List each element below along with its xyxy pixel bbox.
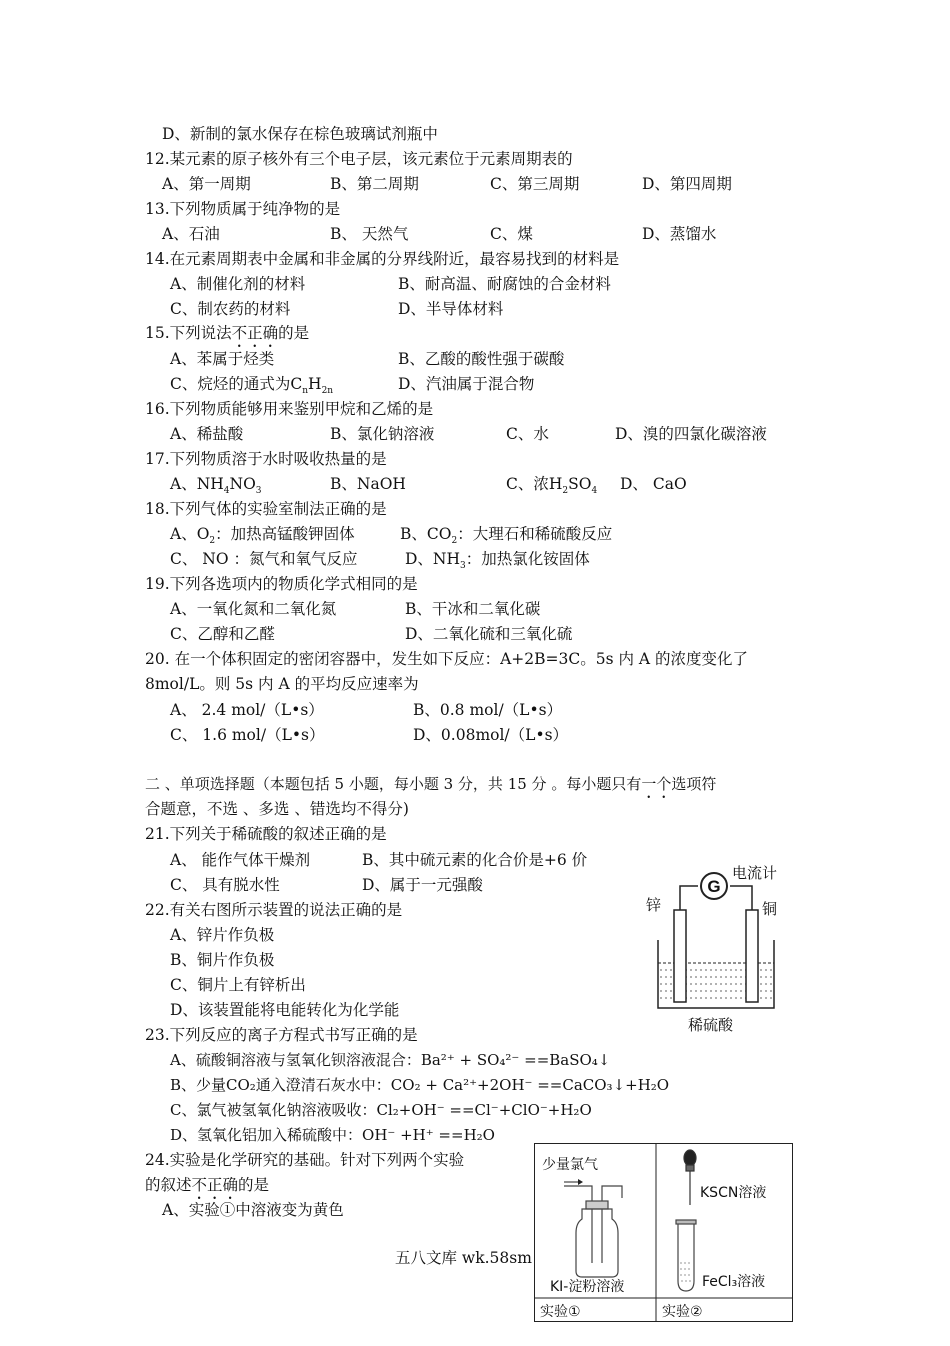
q22-stem: 22.有关右图所示装置的说法正确的是 [145, 901, 403, 919]
q15-emphasis: 不正确 [231, 324, 279, 342]
galvanometer-symbol: G [707, 877, 721, 896]
q21-option-b: B、其中硫元素的化合价是+6 价 [362, 851, 588, 869]
fecl3-label: FeCl₃溶液 [702, 1274, 766, 1290]
q14-option-b: B、耐高温、耐腐蚀的合金材料 [398, 275, 611, 293]
q13-option-d: D、蒸馏水 [642, 225, 717, 243]
q12-option-c: C、第三周期 [490, 175, 580, 193]
q20-option-a: A、 2.4 mol/（L•s） [170, 701, 324, 719]
q23-stem: 23.下列反应的离子方程式书写正确的是 [145, 1026, 418, 1044]
q23-option-a: A、硫酸铜溶液与氢氧化钡溶液混合：Ba²⁺ + SO₄²⁻ ==BaSO₄↓ [170, 1051, 611, 1069]
q18-option-b: B、$CO_2$：大理石和稀硫酸反应 [400, 525, 613, 547]
zinc-electrode [674, 910, 686, 1002]
q15-option-a: A、苯属于烃类 [170, 350, 275, 368]
q20-line2: 8mol/L。则 5s 内 A 的平均反应速率为 [145, 675, 419, 693]
section2-emphasis: 一个 [641, 775, 672, 793]
q18-option-d: D、$NH_3$：加热氯化铵固体 [405, 550, 590, 572]
q20-option-d: D、0.08mol/（L•s） [413, 726, 569, 744]
q22-option-b: B、铜片作负极 [170, 951, 275, 969]
q19-option-a: A、一氧化氮和二氧化氮 [170, 600, 337, 618]
q12-option-b: B、第二周期 [330, 175, 419, 193]
q13-stem: 13.下列物质属于纯净物的是 [145, 200, 341, 218]
q18-option-a: A、$O_2$：加热高锰酸钾固体 [170, 525, 355, 547]
q14-stem: 14.在元素周期表中金属和非金属的分界线附近，最容易找到的材料是 [145, 250, 620, 268]
q16-option-a: A、稀盐酸 [170, 425, 244, 443]
q19-option-b: B、干冰和二氧化碳 [405, 600, 541, 618]
q21-stem: 21.下列关于稀硫酸的叙述正确的是 [145, 825, 387, 843]
q23-option-d: D、氢氧化铝加入稀硫酸中：OH⁻ +H⁺ ==H₂O [170, 1126, 495, 1144]
copper-electrode [746, 910, 758, 1002]
q12-option-a: A、第一周期 [162, 175, 251, 193]
q24-option-a: A、实验①中溶液变为黄色 [162, 1201, 344, 1219]
ki-starch-label: KI-淀粉溶液 [550, 1279, 625, 1295]
q15-option-c: C、烷烃的通式为$C_nH_{2n}$ [170, 375, 334, 397]
meter-label: 电流计 [732, 864, 778, 882]
q18-option-c: C、 NO ：氮气和氧气反应 [170, 550, 358, 568]
chlorine-label: 少量氯气 [542, 1157, 598, 1173]
q17-option-d: D、 CaO [620, 475, 687, 493]
q21-option-d: D、属于一元强酸 [362, 876, 483, 894]
q18-stem: 18.下列气体的实验室制法正确的是 [145, 500, 387, 518]
q24-line1: 24.实验是化学研究的基础。针对下列两个实验 [145, 1151, 465, 1169]
q19-option-d: D、二氧化硫和三氧化硫 [405, 625, 573, 643]
copper-label: 铜 [762, 900, 778, 918]
q13-option-b: B、 天然气 [330, 225, 409, 243]
q22-option-a: A、锌片作负极 [170, 926, 275, 944]
section2-line1: 二 、单项选择题（本题包括 5 小题，每小题 3 分，共 15 分 。每小题只有一个选项符 [145, 775, 717, 793]
q21-option-a: A、 能作气体干燥剂 [170, 851, 311, 869]
q17-option-b: B、NaOH [330, 475, 406, 493]
q19-option-c: C、乙醇和乙醛 [170, 625, 275, 643]
q16-stem: 16.下列物质能够用来鉴别甲烷和乙烯的是 [145, 400, 434, 418]
q15-option-d: D、汽油属于混合物 [398, 375, 535, 393]
q17-stem: 17.下列物质溶于水时吸收热量的是 [145, 450, 387, 468]
experiments-figure [534, 1143, 794, 1323]
q17-option-a: A、$NH_4NO_3$ [170, 475, 262, 497]
experiment-2-label: 实验② [662, 1304, 703, 1320]
q14-option-d: D、半导体材料 [398, 300, 504, 318]
q17-option-c: C、浓$H_2SO_4$ [506, 475, 598, 497]
q12-stem: 12.某元素的原子核外有三个电子层，该元素位于元素周期表的 [145, 150, 573, 168]
q15-stem: 15.下列说法不正确的是 [145, 324, 310, 342]
q14-option-a: A、制催化剂的材料 [170, 275, 306, 293]
zinc-label: 锌 [646, 896, 662, 914]
wire-right [730, 886, 752, 910]
footer-watermark: 五八文库 wk.58sm [395, 1249, 532, 1267]
q14-option-c: C、制农药的材料 [170, 300, 291, 318]
acid-label: 稀硫酸 [688, 1016, 734, 1034]
wire-left [680, 886, 698, 910]
q20-option-b: B、0.8 mol/（L•s） [413, 701, 563, 719]
q13-option-a: A、石油 [162, 225, 220, 243]
q11-option-d: D、新制的氯水保存在棕色玻璃试剂瓶中 [162, 125, 438, 143]
q20-line1: 20. 在一个体积固定的密闭容器中，发生如下反应：A+2B=3C。5s 内 A 的浓度变化了 [145, 650, 749, 668]
q20-option-c: C、 1.6 mol/（L•s） [170, 726, 325, 744]
galvanic-cell-figure [640, 858, 800, 1038]
q16-option-d: D、溴的四氯化碳溶液 [615, 425, 767, 443]
q13-option-c: C、煤 [490, 225, 533, 243]
q24-emphasis: 不正确 [191, 1176, 239, 1194]
experiment-1-label: 实验① [540, 1304, 581, 1320]
section2-line2: 合题意，不选 、多选 、错选均不得分) [145, 800, 409, 818]
kscn-label: KSCN溶液 [700, 1185, 767, 1201]
q22-option-d: D、该装置能将电能转化为化学能 [170, 1001, 400, 1019]
q22-option-c: C、铜片上有锌析出 [170, 976, 306, 994]
q15-option-b: B、乙酸的酸性强于碳酸 [398, 350, 565, 368]
q24-line2: 的叙述不正确的是 [145, 1176, 270, 1194]
q21-option-c: C、 具有脱水性 [170, 876, 280, 894]
q19-stem: 19.下列各选项内的物质化学式相同的是 [145, 575, 418, 593]
q23-option-c: C、氯气被氢氧化钠溶液吸收：Cl₂+OH⁻ ==Cl⁻+ClO⁻+H₂O [170, 1101, 592, 1119]
q16-option-c: C、水 [506, 425, 549, 443]
q16-option-b: B、氯化钠溶液 [330, 425, 435, 443]
q23-option-b: B、少量CO₂通入澄清石灰水中：CO₂ + Ca²⁺+2OH⁻ ==CaCO₃↓+H₂O [170, 1076, 670, 1094]
q12-option-d: D、第四周期 [642, 175, 732, 193]
